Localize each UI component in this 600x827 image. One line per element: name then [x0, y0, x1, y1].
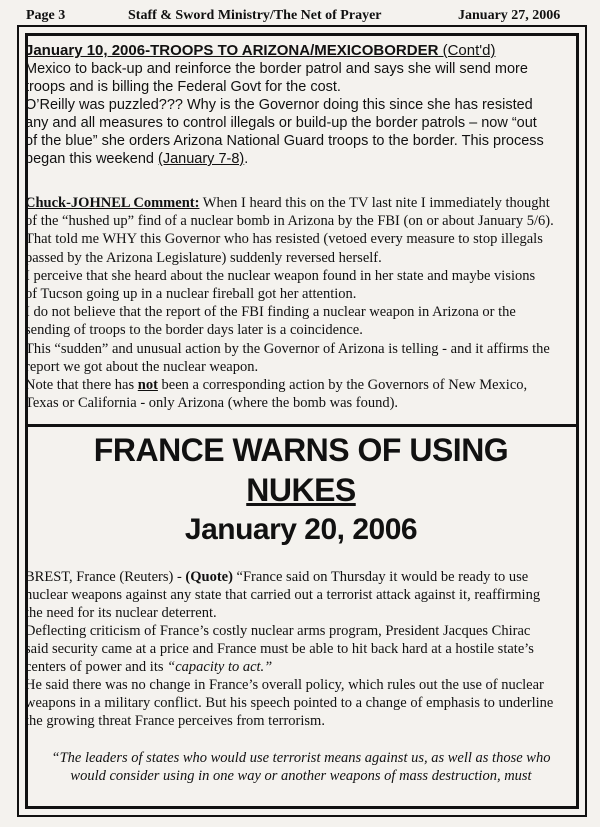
body-line: any and all measures to control illegals or build-up the border patrols – now “out: [25, 115, 537, 131]
body-line: troops and is billing the Federal Govt for the cost.: [25, 79, 341, 95]
body-line: Texas or California - only Arizona (where the bomb was found).: [25, 395, 399, 412]
body-line: Mexico to back-up and reinforce the border patrol and says she will send more: [25, 61, 528, 77]
article-france-nukes: [25, 568, 577, 730]
body-line: [25, 376, 577, 394]
body-line: I do not believe that the report of the FBI finding a nuclear weapon in Arizona or the: [25, 304, 516, 321]
page-number: Page 3: [26, 8, 66, 23]
publication-title: Staff & Sword Ministry/The Net of Prayer: [128, 8, 382, 23]
issue-date: January 27, 2006: [458, 8, 561, 23]
headline-line: NUKES: [246, 472, 356, 508]
text-run: began this weekend: [25, 151, 159, 167]
body-line: passed by the Arizona Legislature) suddenly reversed herself.: [25, 249, 382, 266]
body-line: O’Reilly was puzzled??? Why is the Governor doing this since she has resisted: [25, 97, 533, 113]
comment-label: Chuck-JOHNEL Comment:: [25, 195, 200, 211]
heading-continued: (Cont'd): [438, 42, 496, 59]
body-line: nuclear weapons against any state that carried out a terrorist attack against it, reaffirming: [25, 587, 541, 603]
article-troops-to-arizona: [25, 42, 577, 168]
heading-text: January 10, 2006-TROOPS TO ARIZONA/MEXICOBORDER: [25, 42, 439, 59]
body-line: the need for its nuclear deterrent.: [25, 605, 217, 621]
comment-section: [25, 194, 577, 412]
headline-date: January 20, 2006: [184, 513, 418, 546]
body-line: I perceive that she heard about the nuclear weapon found in her state and maybe visions: [25, 267, 536, 284]
text-run: Note that there has: [25, 377, 138, 394]
text-run: When I heard this on the TV last nite I immediately thought: [199, 195, 550, 211]
headline-line: FRANCE WARNS OF USING: [93, 432, 509, 468]
text-run: .: [244, 151, 249, 167]
comment-first-line: [25, 194, 577, 212]
section-divider: [25, 424, 577, 427]
italic-quote: “capacity to act.”: [167, 659, 273, 675]
body-line: [25, 150, 577, 168]
text-run: BREST, France (Reuters) -: [25, 569, 186, 585]
underlined-date: (January 7-8): [158, 151, 245, 167]
body-line: of the blue” she orders Arizona National Guard troops to the border. This process: [25, 133, 544, 149]
pull-quote: [30, 749, 572, 785]
body-line: [25, 658, 577, 676]
body-line: Deflecting criticism of France’s costly nuclear arms program, President Jacques Chirac: [25, 623, 531, 639]
body-line: report we got about the nuclear weapon.: [25, 358, 259, 375]
page-header: [0, 0, 600, 24]
body-line: That told me WHY this Governor who has resisted (vetoed every measure to stop illegals: [25, 231, 543, 248]
text-run: centers of power and its: [25, 659, 168, 675]
emphasis-not: not: [137, 377, 158, 394]
body-line: He said there was no change in France’s overall policy, which rules out the use of nuclear: [25, 677, 544, 693]
article-heading: [25, 42, 577, 60]
france-headline: [25, 430, 577, 550]
body-line: of the “hushed up” find of a nuclear bomb in Arizona by the FBI (on or about January 5/6).: [25, 213, 554, 230]
body-line: This “sudden” and unusual action by the Governor of Arizona is telling - and it affirms the: [25, 340, 550, 357]
body-line: of Tucson going up in a nuclear fireball got her attention.: [25, 286, 357, 303]
body-line: sending of troops to the border days later is a coincidence.: [25, 322, 363, 339]
body-line: [25, 568, 577, 586]
body-line: the growing threat France perceives from terrorism.: [25, 713, 325, 729]
quote-line: “The leaders of states who would use terrorist means against us, as well as those who: [51, 750, 551, 766]
quote-label: (Quote): [185, 569, 233, 585]
body-line: said security came at a price and France must be able to hit back hard at a hostile state’s: [25, 641, 534, 657]
text-run: been a corresponding action by the Governors of New Mexico,: [157, 377, 528, 394]
body-line: weapons in a military conflict. But his speech pointed to a change of emphasis to underline: [25, 695, 554, 711]
quote-line: would consider using in one way or another weapons of mass destruction, must: [70, 768, 532, 784]
text-run: “France said on Thursday it would be ready to use: [232, 569, 529, 585]
